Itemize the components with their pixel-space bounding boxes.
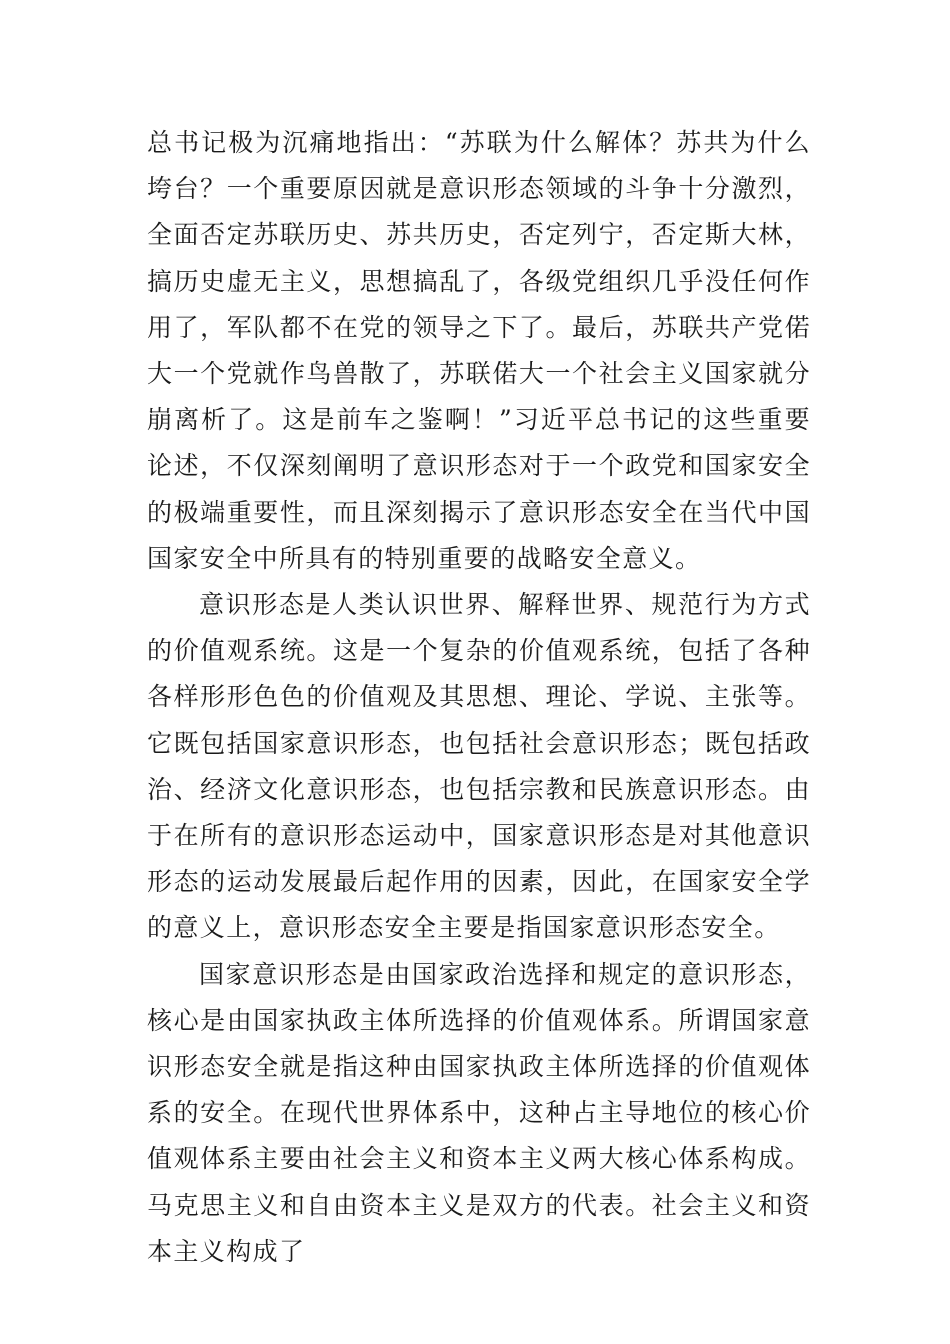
paragraph-3: 国家意识形态是由国家政治选择和规定的意识形态，核心是由国家执政主体所选择的价值观体系。所谓国家意识形态安全就是指这种由国家执政主体所选择的价值观体系的安全。在现代世界体系中，这种占主导地位的核心价值观体系主要由社会主义和资本主义两大核心体系构成。马克思主义和自由资本主义是双方的代表。社会主义和资本主义构成了	[147, 959, 811, 1266]
paragraph-2: 意识形态是人类认识世界、解释世界、规范行为方式的价值观系统。这是一个复杂的价值观系统，包括了各种各样形形色色的价值观及其思想、理论、学说、主张等。它既包括国家意识形态，也包括社会意识形态；既包括政治、经济文化意识形态，也包括宗教和民族意识形态。由于在所有的意识形态运动中，国家意识形态是对其他意识形态的运动发展最后起作用的因素，因此，在国家安全学的意义上，意识形态安全主要是指国家意识形态安全。	[147, 590, 811, 943]
paragraph-1: 总书记极为沉痛地指出：“苏联为什么解体？苏共为什么垮台？一个重要原因就是意识形态领域的斗争十分激烈，全面否定苏联历史、苏共历史，否定列宁，否定斯大林，搞历史虚无主义，思想搞乱了，各级党组织几乎没任何作用了，军队都不在党的领导之下了。最后，苏联共产党偌大一个党就作鸟兽散了，苏联偌大一个社会主义国家就分崩离析了。这是前车之鉴啊！”习近平总书记的这些重要论述，不仅深刻阐明了意识形态对于一个政党和国家安全的极端重要性，而且深刻揭示了意识形态安全在当代中国国家安全中所具有的特别重要的战略安全意义。	[147, 128, 811, 573]
body-text	[147, 120, 811, 1275]
